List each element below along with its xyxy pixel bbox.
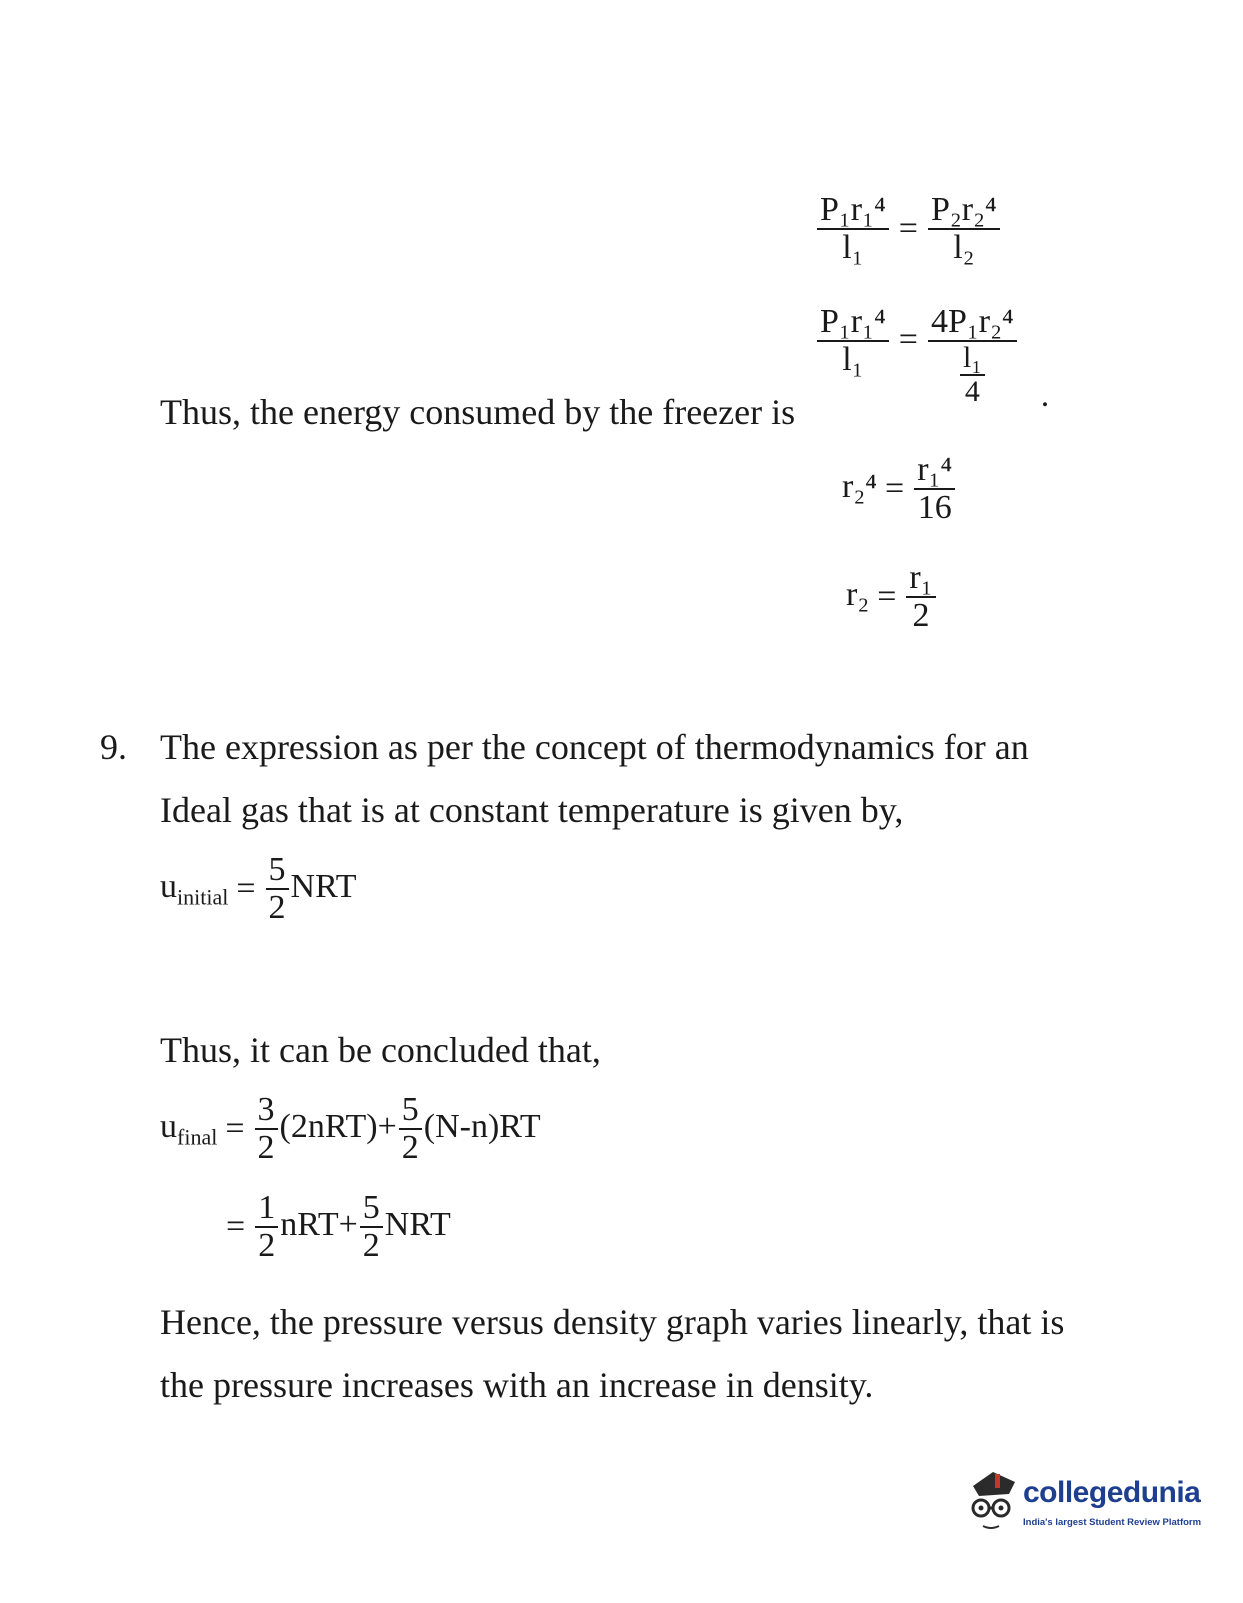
numerator: 1 [255,1190,278,1228]
fraction [928,304,1017,408]
mascot-icon [965,1468,1021,1548]
numerator: 5 [266,852,289,890]
denominator [960,342,985,408]
logo-wordmark: collegedunia [1023,1476,1201,1509]
variable: u [160,1107,177,1145]
term: NRT [290,867,357,905]
hence-line-2: the pressure increases with an increase in density. [160,1365,874,1405]
fraction [360,1190,383,1264]
denominator: 2 [362,1227,380,1264]
equation-1: $\frac{\text{P₁r₁⁴}}{\text{l₁}}$ = $\frac{\text{P₂r₂⁴}}{\text{l₂}}$ [815,192,1002,266]
fraction [914,452,955,526]
denominator: 2 [258,1227,276,1264]
equation-3: r₂⁴ = $\frac{\text{r₁⁴}}{16}$ [842,452,957,526]
numerator: l₁ [960,342,985,376]
term: (N-n)RT [423,1107,541,1145]
u-final-equation-1: $u_{final}$ = $\frac{3}{2}$ (2nRT)+ $\frac{5}{2}$ (N-n)RT [160,1091,541,1166]
period: . [1040,377,1050,414]
numerator: P₁r₁⁴ [817,304,889,342]
denominator: 4 [964,375,980,408]
question-number: 9. [100,727,127,767]
energy-statement: Thus, the energy consumed by the freezer is [160,392,796,432]
fraction [817,192,889,266]
numerator: 4P₁r₂⁴ [928,304,1017,342]
fraction [255,1092,278,1166]
fraction [817,304,889,378]
denominator: 2 [401,1129,419,1166]
denominator: l₁ [842,229,864,266]
subscript: final [177,1124,218,1150]
equation-2: $\frac{\text{P₁r₁⁴}}{\text{l₁}}$ = $\frac{\text{4P₁r₂⁴}}{\frac{\text{l₁}}{4}}$ . [815,304,1049,414]
term: nRT+ [280,1205,358,1243]
numerator: 5 [360,1190,383,1228]
term: NRT [384,1205,451,1243]
collegedunia-logo [965,1468,1202,1558]
term: (2nRT)+ [279,1107,397,1145]
denominator: 2 [268,889,286,926]
numerator: r₁⁴ [914,452,955,490]
denominator: l₂ [953,229,975,266]
subscript: initial [177,884,229,910]
u-initial-equation: $u_{initial}$ = $\frac{5}{2}$ NRT [160,851,357,926]
denominator: l₁ [842,341,864,378]
numerator: P₁r₁⁴ [817,192,889,230]
fraction [906,560,935,634]
numerator: r₁ [906,560,935,598]
fraction [399,1092,422,1166]
question-line-2: Ideal gas that is at constant temperature is given by, [160,790,904,830]
numerator: 3 [255,1092,278,1130]
fraction [266,852,289,926]
denominator: 2 [912,597,930,634]
lhs: r₂⁴ [842,467,878,505]
question-line-1: The expression as per the concept of thermodynamics for an [160,727,1029,767]
hence-line-1: Hence, the pressure versus density graph varies linearly, that is [160,1302,1065,1342]
lhs: r₂ [846,575,870,613]
equation-4: r₂ = $\frac{\text{r₁}}{2}$ [846,560,938,634]
numerator: P₂r₂⁴ [928,192,1000,230]
nested-fraction [960,342,985,408]
logo-tagline: India's largest Student Review Platform [1023,1517,1202,1528]
conclusion-line: Thus, it can be concluded that, [160,1030,601,1070]
variable: u [160,867,177,905]
denominator: 16 [917,489,952,526]
u-final-equation-2: = $\frac{1}{2}$ nRT+ $\frac{5}{2}$ NRT [226,1189,451,1264]
fraction [928,192,1000,266]
fraction [255,1190,278,1264]
numerator: 5 [399,1092,422,1130]
denominator: 2 [257,1129,275,1166]
